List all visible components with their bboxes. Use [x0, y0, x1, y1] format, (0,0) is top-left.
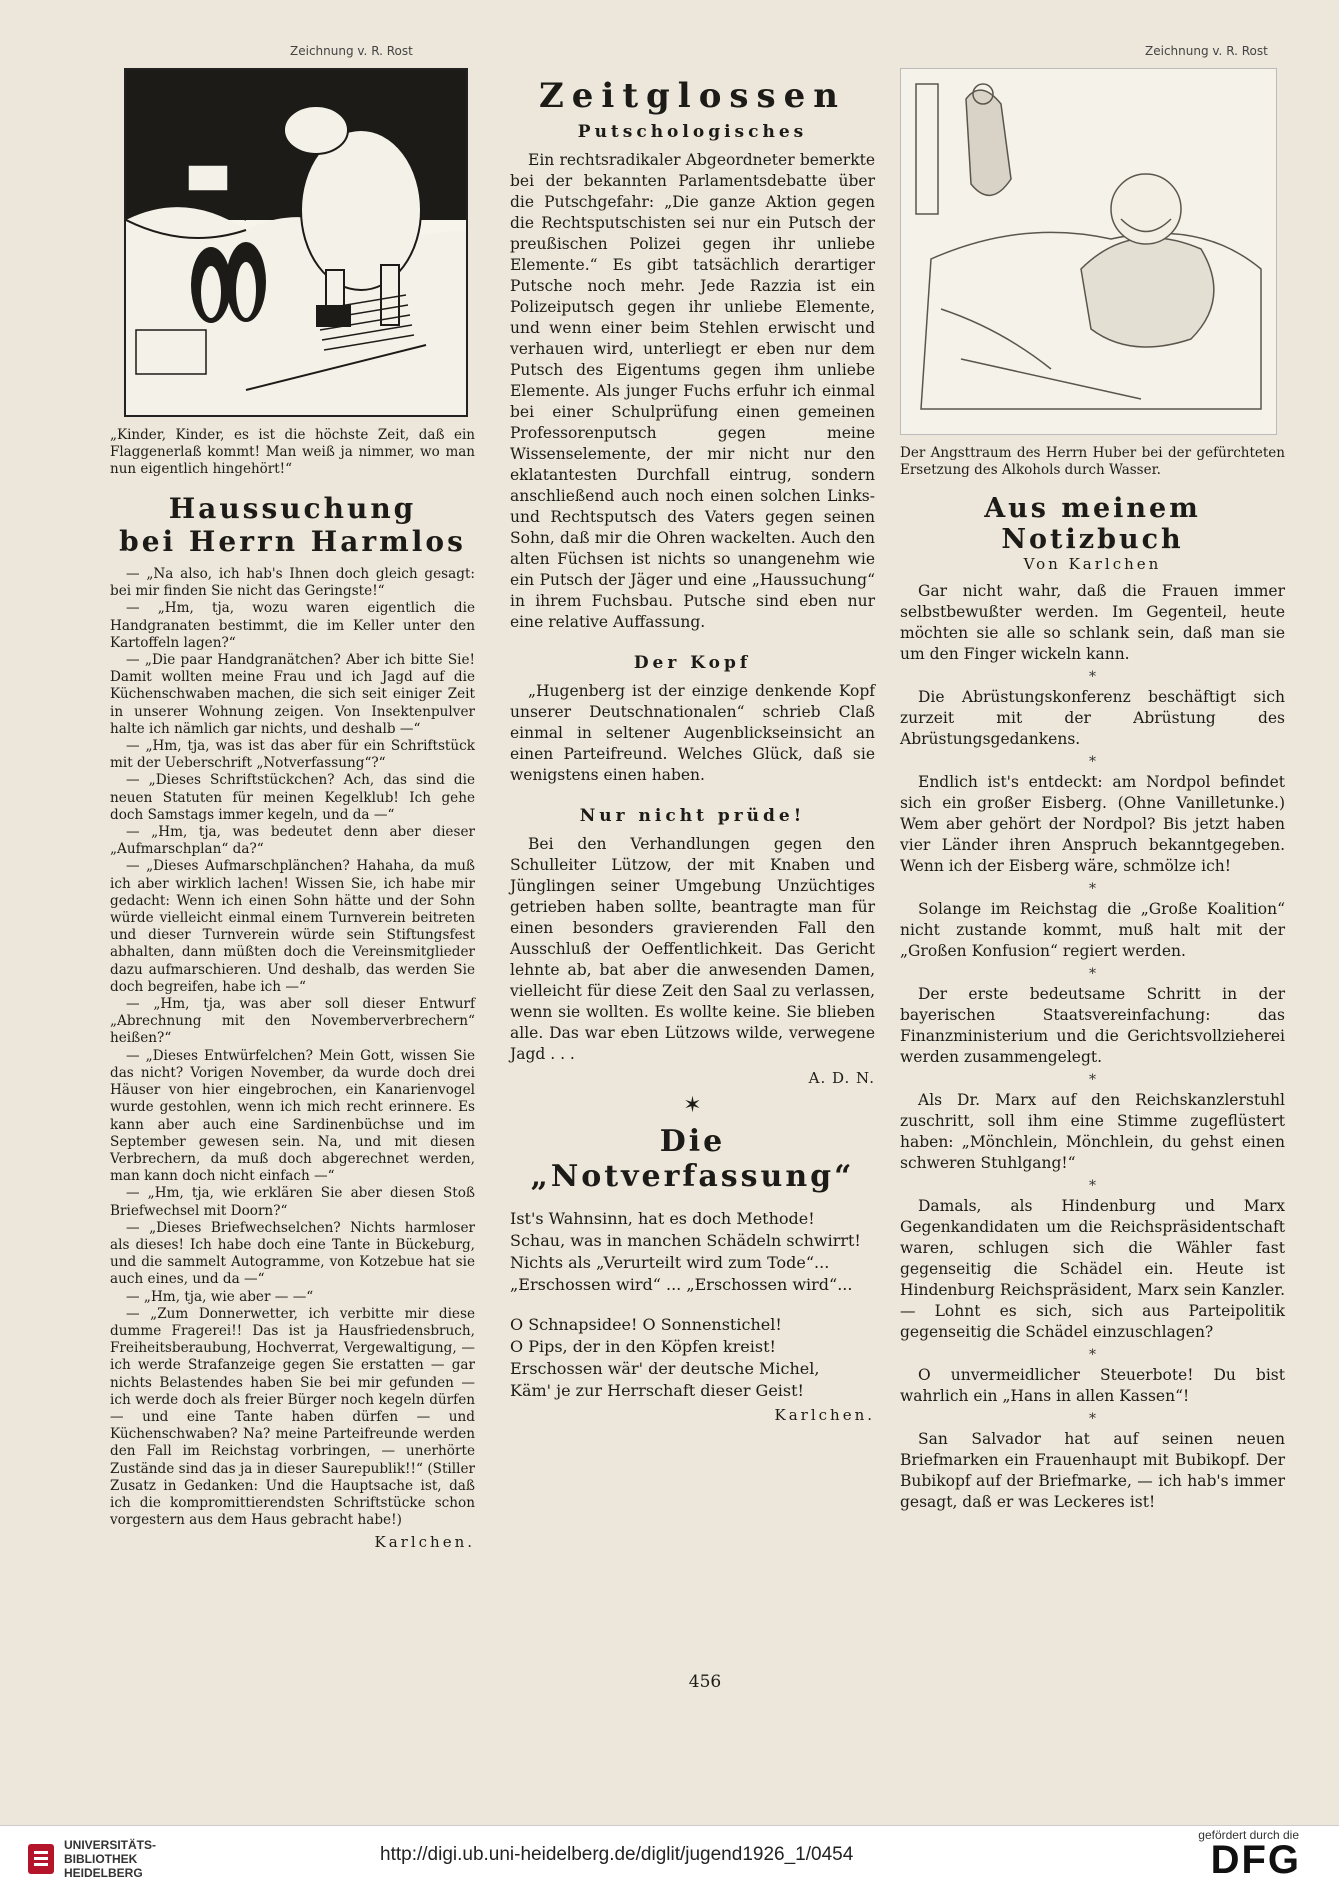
- putschologisches-text: Ein rechtsradikaler Abgeordneter bemerkte bei der bekannten Parlamentsdebatte über die Putschgefahr: „Die ganze Aktion gegen die Rechtsputschisten sei nur ein Putsch der preußischen Polizei gegen ihr unliebe Elemente.“ Es gibt tatsächlich derartiger Putsche noch mehr. Jede Razzia ist ein Polizeiputsch gegen ihr unliebe Elemente, und wenn einer beim Stehlen erwischt und verhauen wird, unterliegt er eben nur dem Putsch des Eigentums gegen ihm unliebe Elemente. Als junger Fuchs erfuhr ich einmal bei einer Schulprüfung einen gemeinen Professorenputsch gegen meine Wissenselemente, der mir nicht nur den eklatantesten Durchfall eintrug, sondern anschließend auch noch einen solchen Links- und Rechtsputsch des Vaters gegen seinen Sohn, daß mir die Ohren wackelten. Auch den alten Füchsen ist nichts so unangenehm wie ein Putsch der Jäger und eine „Haussuchung“ in ihrem Fuchsbau. Putsche sind eben nur eine relative Auffassung.: [510, 151, 875, 631]
- note-separator: *: [1089, 1347, 1096, 1363]
- haussuchung-paragraph: — „Na also, ich hab's Ihnen doch gleich gesagt: bei mir finden Sie nicht das Geringste!“: [110, 566, 475, 600]
- note-separator: *: [1089, 669, 1096, 685]
- angsttraum-drawing: [901, 69, 1276, 434]
- note-item: Gar nicht wahr, daß die Frauen immer selbstbewußter werden. Im Gegenteil, heute möchten sie alle so schlank sein, daß man sie um den Finger wickeln kann.: [900, 582, 1285, 663]
- nur-nicht-pruede-heading: Nur nicht prüde!: [579, 806, 806, 826]
- note-item: Der erste bedeutsame Schritt in der bayerischen Staatsvereinfachung: das Finanzministerium und die Gerichtsvollzieherei werden zusammengelegt.: [900, 985, 1285, 1066]
- angsttraum-illustration: [900, 68, 1277, 435]
- haussuchung-paragraph: — „Dieses Briefwechselchen? Nichts harmloser als dieses! Ich habe doch eine Tante in Bückeburg, und die sammelt Autogramme, von Kotzebue hat sie auch eines, und da —“: [110, 1219, 475, 1288]
- middle-column: [510, 68, 875, 1424]
- page-number: 456: [688, 1672, 722, 1692]
- polar-bear-illustration: [124, 68, 468, 417]
- poem-line: Käm' je zur Herrschaft dieser Geist!: [510, 1381, 804, 1400]
- haussuchung-paragraph: — „Hm, tja, was ist das aber für ein Schriftstück mit der Ueberschrift „Notverfassung“?“: [110, 738, 475, 772]
- haussuchung-paragraph: — „Die paar Handgranätchen? Aber ich bitte Sie! Damit wollten meine Frau und ich Jagd auf die Küchenschwaben machen, die sich seit einiger Zeit in unserer Wohnung zeigen. Von Insektenpulver halte ich nämlich gar nichts, und deshalb —“: [110, 652, 475, 737]
- permalink-url[interactable]: http://digi.ub.uni-heidelberg.de/diglit/jugend1926_1/0454: [380, 1844, 854, 1865]
- haussuchung-paragraph: — „Dieses Aufmarschplänchen? Hahaha, da muß ich aber wirklich lachen! Wissen Sie, ich habe mir gedacht: Wenn ich einen Sohn hätte und der Sohn würde vielleicht einmal einem Turnverein beitreten und dieser Turnverein würde sein Stiftungsfest abhalten, dann müßten doch die Vereinsmitglieder dazu aufmarschieren. Und deshalb, das werden Sie doch begreifen, habe ich —“: [110, 858, 475, 995]
- haussuchung-paragraph: — „Hm, tja, wie erklären Sie aber diesen Stoß Briefwechsel mit Doorn?“: [110, 1185, 475, 1219]
- poem-line: Ist's Wahnsinn, hat es doch Methode!: [510, 1209, 815, 1228]
- zeitglossen-title: Zeitglossen: [538, 76, 847, 116]
- poem-line: Erschossen wär' der deutsche Michel,: [510, 1359, 820, 1378]
- putschologisches-heading: Putschologisches: [577, 122, 808, 142]
- note-separator: *: [1089, 966, 1096, 982]
- haussuchung-subtitle: bei Herrn Harmlos: [119, 525, 466, 558]
- note-separator: *: [1089, 754, 1096, 770]
- der-kopf-heading: Der Kopf: [633, 653, 752, 673]
- note-separator: *: [1089, 1072, 1096, 1088]
- university-seal-icon: [26, 1842, 56, 1876]
- note-item: Die Abrüstungskonferenz beschäftigt sich zurzeit mit der Abrüstung des Abrüstungsgedankens.: [900, 688, 1285, 748]
- illustration-credit-left: Zeichnung v. R. Rost: [290, 44, 413, 58]
- poem-line: Nichts als „Verurteilt wird zum Tode“...: [510, 1253, 830, 1272]
- polar-bear-caption: „Kinder, Kinder, es ist die höchste Zeit, daß ein Flaggenerlaß kommt! Man weiß ja nimmer, wo man nun eigentlich hingehört!“: [110, 427, 475, 477]
- ub-heidelberg-logo[interactable]: [26, 1838, 156, 1880]
- note-separator: *: [1089, 881, 1096, 897]
- digitization-footer: [0, 1825, 1339, 1884]
- right-column: [900, 68, 1285, 1513]
- poem-signature: Karlchen.: [774, 1406, 875, 1424]
- journal-page: [110, 40, 1300, 1810]
- angsttraum-caption: Der Angsttraum des Herrn Huber bei der gefürchteten Ersetzung des Alkohols durch Wasser.: [900, 445, 1285, 478]
- section-star-divider: ✶: [683, 1093, 702, 1118]
- notizbuch-byline: Von Karlchen: [1023, 555, 1162, 573]
- poem-line: O Schnapsidee! O Sonnenstichel!: [510, 1315, 782, 1334]
- polar-bear-drawing: [126, 70, 466, 415]
- notverfassung-title: Die „Notverfassung“: [530, 1124, 855, 1194]
- haussuchung-paragraph: — „Hm, tja, was bedeutet denn aber dieser „Aufmarschplan“ da?“: [110, 824, 475, 858]
- der-kopf-text: „Hugenberg ist der einzige denkende Kopf unserer Deutschnationalen“ schrieb Claß einmal in seltener Augenblickseinsicht an einen Parteifreund. Welches Glück, daß sie wenigstens einen haben.: [510, 682, 875, 784]
- note-separator: *: [1089, 1178, 1096, 1194]
- note-item: Als Dr. Marx auf den Reichskanzlerstuhl zuschritt, soll ihm eine Stimme zugeflüstert haben: „Mönchlein, Mönchlein, du gehst einen schweren Stuhlgang!“: [900, 1091, 1285, 1172]
- haussuchung-paragraph: — „Hm, tja, was aber soll dieser Entwurf „Abrechnung mit den Novemberverbrechern“ heißen?“: [110, 996, 475, 1047]
- haussuchung-text: [110, 566, 475, 1529]
- poem-line: „Erschossen wird“ ... „Erschossen wird“...: [510, 1275, 853, 1294]
- library-line: BIBLIOTHEK: [64, 1852, 138, 1866]
- library-line: HEIDELBERG: [64, 1866, 143, 1880]
- note-item: O unvermeidlicher Steuerbote! Du bist wahrlich ein „Hans in allen Kassen“!: [900, 1366, 1285, 1405]
- note-item: San Salvador hat auf seinen neuen Briefmarken ein Frauenhaupt mit Bubikopf. Der Bubikopf auf der Briefmarke, — ich hab's immer gesagt, daß er was Leckeres ist!: [900, 1430, 1285, 1511]
- nur-nicht-pruede-text: Bei den Verhandlungen gegen den Schulleiter Lützow, der mit Knaben und Jünglingen seiner Umgebung Unzüchtiges getrieben haben sollte, beantragte man für einen besonders gravierenden Fall den Ausschluß der Oeffentlichkeit. Das Gericht lehnte ab, bat aber die anwesenden Damen, vielleicht für diese Zeit den Saal zu verlassen, wenn sie wollten. Es wollte keine. Sie blieben alle. Das war eben Lützows wilde, verwegene Jagd . . .: [510, 835, 875, 1063]
- poem-line: Schau, was in manchen Schädeln schwirrt!: [510, 1231, 861, 1250]
- left-column: [110, 68, 475, 1551]
- dfg-logo[interactable]: DFG: [1210, 1838, 1301, 1882]
- note-separator: *: [1089, 1411, 1096, 1427]
- notizbuch-title: Aus meinem Notizbuch: [984, 493, 1201, 555]
- illustration-credit-right: Zeichnung v. R. Rost: [1145, 44, 1268, 58]
- haussuchung-title: Haussuchung: [168, 492, 417, 525]
- haussuchung-paragraph: — „Dieses Entwürfelchen? Mein Gott, wissen Sie das nicht? Vorigen November, da wurde doch drei Häuser von hier eingebrochen, ein Kanarienvogel wurde gestohlen, wenn ich mich recht erinnere. Es kann aber auch eine Sardinenbüchse und im September gewesen sein. Na, und mit diesen Verbrechern, da muß doch abgerechnet werden, man kann doch nicht einfach —“: [110, 1047, 475, 1185]
- note-item: Endlich ist's entdeckt: am Nordpol befindet sich ein großer Eisberg. (Ohne Vanilletunke.) Wem aber gehört der Nordpol? Bis jetzt haben vier Länder ihren Anspruch bekanntgegeben. Wenn ich der Eisberg wäre, schmölze ich!: [900, 773, 1285, 875]
- library-line: UNIVERSITÄTS-: [64, 1838, 157, 1852]
- note-item: Damals, als Hindenburg und Marx Gegenkandidaten um die Reichspräsidentschaft waren, schlugen sich die Wähler fast gegenseitig die Schädel ein. Heute ist Hindenburg Reichspräsident, Marx sein Kanzler. — Lohnt es sich, sich aus Parteipolitik gegenseitig die Schädel einzuschlagen?: [900, 1197, 1285, 1341]
- nur-nicht-pruede-signature: A. D. N.: [808, 1069, 875, 1087]
- haussuchung-paragraph: — „Zum Donnerwetter, ich verbitte mir diese dumme Fragerei!! Das ist ja Hausfriedensbruch, Freiheitsberaubung, Hochverrat, Vergewaltigung, — ich werde Strafanzeige gegen Sie erstatten — gar nichts Belastendes haben Sie bei mir gefunden — ich werde doch als freier Bürger noch kegeln dürfen — und eine Tante haben dürfen — und Küchenschwaben? Na? meine Parteifreunde werden den Fall im Reichstag vorbringen, — unerhörte Zustände sind das ja in dieser Saurepublik!!“ (Stiller Zusatz in Gedanken: Und die Hauptsache ist, daß ich die kompromittierendsten Schriftstücke schon vorgestern aus dem Haus gebracht habe!): [110, 1305, 475, 1529]
- haussuchung-signature: Karlchen.: [374, 1533, 475, 1552]
- library-name: [64, 1838, 156, 1880]
- funding-label: gefördert durch die: [1198, 1828, 1299, 1842]
- note-item: Solange im Reichstag die „Große Koalition“ nicht zustande kommt, muß halt mit der „Großen Konfusion“ regiert werden.: [900, 900, 1285, 960]
- haussuchung-paragraph: — „Hm, tja, wie aber — —“: [126, 1288, 314, 1305]
- haussuchung-paragraph: — „Dieses Schriftstückchen? Ach, das sind die neuen Statuten für meinen Kegelklub! Ich gehe doch Samstags immer kegeln, und da —“: [110, 772, 475, 823]
- haussuchung-paragraph: — „Hm, tja, wozu waren eigentlich die Handgranaten bestimmt, die im Keller unter den Kartoffeln lagen?“: [110, 600, 475, 651]
- poem-line: O Pips, der in den Köpfen kreist!: [510, 1337, 776, 1356]
